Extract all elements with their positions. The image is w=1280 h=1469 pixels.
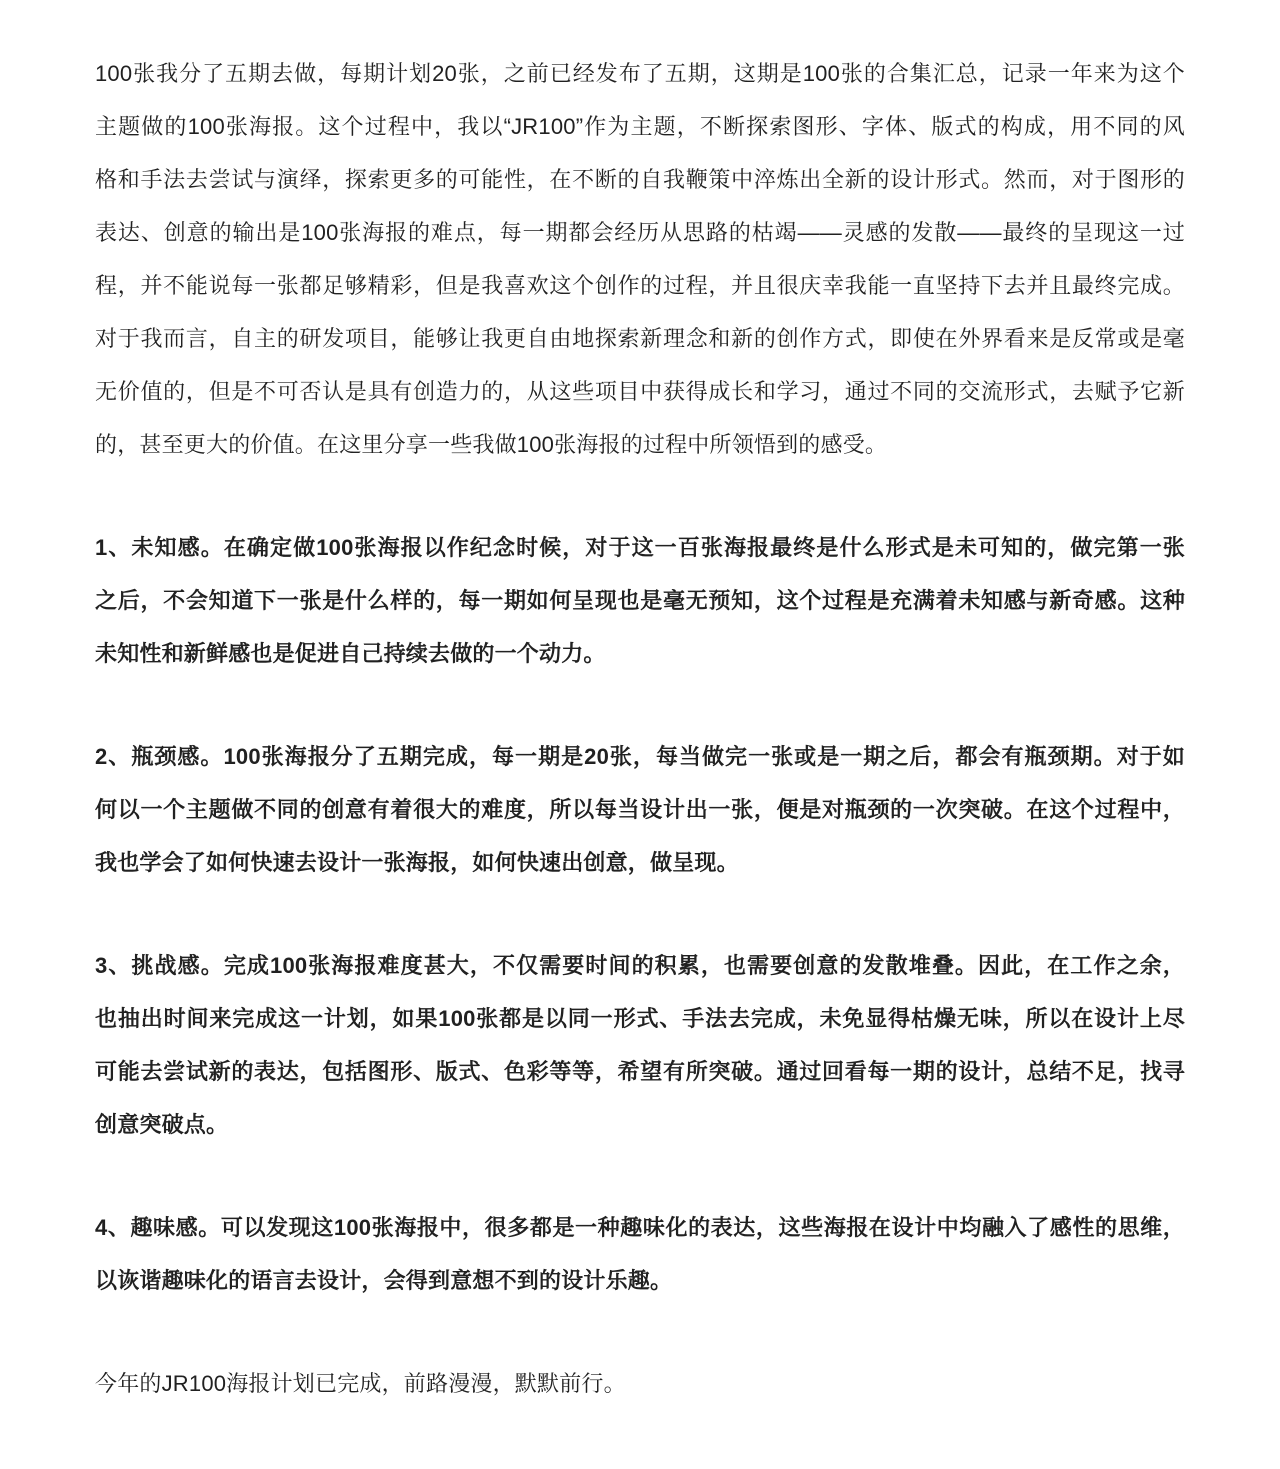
text-line: 主题做的100张海报。这个过程中，我以“JR100”作为主题，不断探索图形、字体、版式的构成，用不同的风	[95, 114, 1185, 139]
text-line: 以诙谐趣味化的语言去设计，会得到意想不到的设计乐趣。	[95, 1268, 673, 1293]
text-line: 格和手法去尝试与演绎，探索更多的可能性，在不断的自我鞭策中淬炼出全新的设计形式。然而，对于图形的	[95, 167, 1185, 192]
text-line: 之后，不会知道下一张是什么样的，每一期如何呈现也是毫无预知，这个过程是充满着未知感与新奇感。这种	[95, 588, 1185, 613]
intro-paragraph	[95, 47, 1185, 471]
point-3-challenge-feeling-paragraph	[95, 939, 1185, 1151]
closing-paragraph	[95, 1357, 1185, 1410]
text-line: 今年的JR100海报计划已完成，前路漫漫，默默前行。	[95, 1371, 626, 1396]
text-line: 程，并不能说每一张都足够精彩，但是我喜欢这个创作的过程，并且很庆幸我能一直坚持下去并且最终完成。	[95, 273, 1185, 298]
text-line: 表达、创意的输出是100张海报的难点，每一期都会经历从思路的枯竭——灵感的发散——最终的呈现这一过	[95, 220, 1185, 245]
point-2-bottleneck-feeling-paragraph	[95, 730, 1185, 889]
text-line: 未知性和新鲜感也是促进自己持续去做的一个动力。	[95, 641, 606, 666]
text-line: 无价值的，但是不可否认是具有创造力的，从这些项目中获得成长和学习，通过不同的交流形式，去赋予它新	[95, 379, 1185, 404]
text-line: 创意突破点。	[95, 1112, 229, 1137]
text-line: 100张我分了五期去做，每期计划20张，之前已经发布了五期，这期是100张的合集汇总，记录一年来为这个	[95, 61, 1185, 86]
text-line: 可能去尝试新的表达，包括图形、版式、色彩等等，希望有所突破。通过回看每一期的设计，总结不足，找寻	[95, 1059, 1185, 1084]
text-line: 也抽出时间来完成这一计划，如果100张都是以同一形式、手法去完成，未免显得枯燥无味，所以在设计上尽	[95, 1006, 1185, 1031]
text-line: 4、趣味感。可以发现这100张海报中，很多都是一种趣味化的表达，这些海报在设计中均融入了感性的思维，	[95, 1215, 1185, 1240]
text-line: 我也学会了如何快速去设计一张海报，如何快速出创意，做呈现。	[95, 850, 739, 875]
point-4-fun-feeling-paragraph	[95, 1201, 1185, 1307]
text-line: 1、未知感。在确定做100张海报以作纪念时候，对于这一百张海报最终是什么形式是未可知的，做完第一张	[95, 535, 1185, 560]
text-line: 3、挑战感。完成100张海报难度甚大，不仅需要时间的积累，也需要创意的发散堆叠。因此，在工作之余，	[95, 953, 1185, 978]
text-line: 2、瓶颈感。100张海报分了五期完成，每一期是20张，每当做完一张或是一期之后，都会有瓶颈期。对于如	[95, 744, 1185, 769]
text-line: 何以一个主题做不同的创意有着很大的难度，所以每当设计出一张，便是对瓶颈的一次突破。在这个过程中，	[95, 797, 1185, 822]
text-line: 对于我而言，自主的研发项目，能够让我更自由地探索新理念和新的创作方式，即使在外界看来是反常或是毫	[95, 326, 1185, 351]
text-line: 的，甚至更大的价值。在这里分享一些我做100张海报的过程中所领悟到的感受。	[95, 432, 888, 457]
point-1-unknown-feeling-paragraph	[95, 521, 1185, 680]
